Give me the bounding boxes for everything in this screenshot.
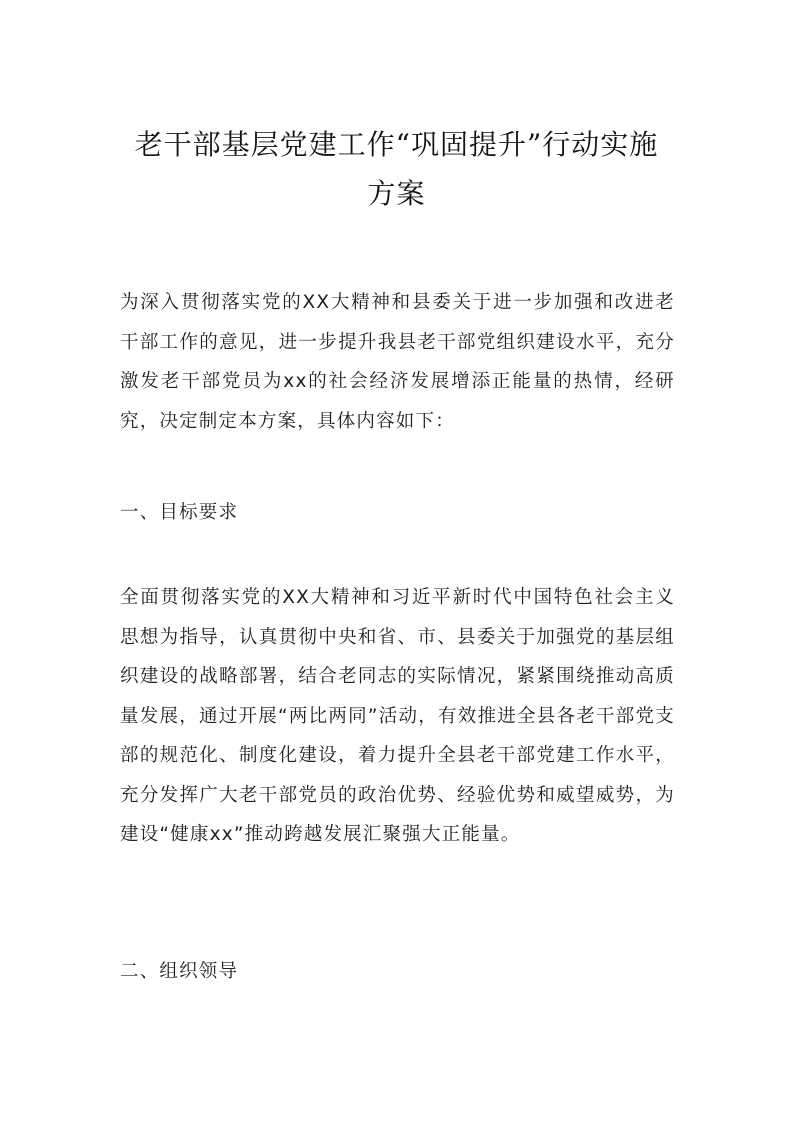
section-heading-organization: 二、组织领导 xyxy=(120,961,239,982)
goals-paragraph: 全面贯彻落实党的XX大精神和习近平新时代中国特色社会主义思想为指导，认真贯彻中央和省、市、县委关于加强党的基层组织建设的战略部署，结合老同志的实际情况，紧紧围绕推动高质量发展，通过开展“两比两同”活动，有效推进全县各老干部党支部的规范化、制度化建设，着力提升全县老干部党建工作水平，充分发挥广大老干部党员的政治优势、经验优势和威望威势，为建设“健康xx”推动跨越发展汇聚强大正能量。 xyxy=(120,587,675,845)
document-title-line-1: 老干部基层党建工作“巩固提升”行动实施 xyxy=(134,128,659,161)
intro-paragraph: 为深入贯彻落实党的XX大精神和县委关于进一步加强和改进老干部工作的意见，进一步提升我县老干部党组织建设水平，充分激发老干部党员为xx的社会经济发展增添正能量的热情，经研究，决定制定本方案，具体内容如下： xyxy=(120,292,675,432)
document-title-line-2: 方案 xyxy=(367,177,426,210)
section-heading-goals: 一、目标要求 xyxy=(120,502,239,523)
